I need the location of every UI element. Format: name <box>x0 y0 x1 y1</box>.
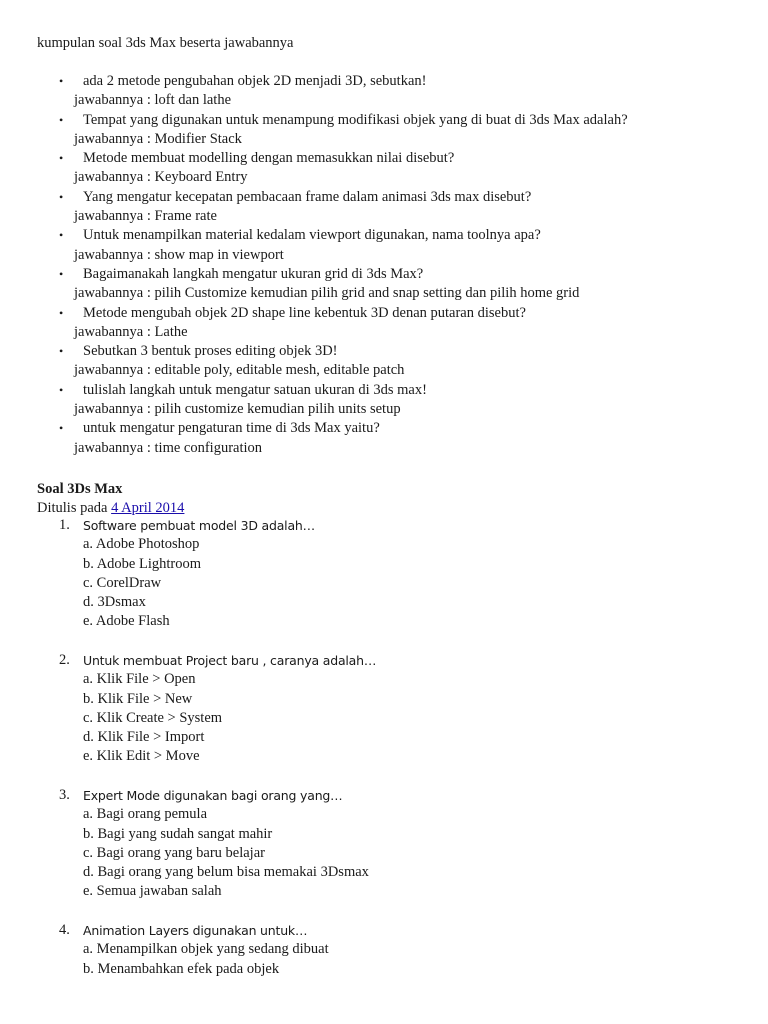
qa-question: • Metode membuat modelling dengan memasukkan nilai disebut? <box>37 149 737 168</box>
mc-question: 4. Animation Layers digunakan untuk… <box>59 922 308 938</box>
mc-option: d. 3Dsmax <box>83 594 146 611</box>
bullet-icon: • <box>59 266 64 281</box>
bullet-icon: • <box>59 382 64 397</box>
bullet-icon: • <box>59 112 64 127</box>
bullet-icon: • <box>59 305 64 320</box>
qa-answer: jawabannya : pilih customize kemudian pilih units setup <box>74 401 401 418</box>
qa-answer: jawabannya : Frame rate <box>74 208 217 225</box>
qa-question: • Yang mengatur kecepatan pembacaan frame dalam animasi 3ds max disebut? <box>37 188 737 207</box>
mc-option: c. CorelDraw <box>83 574 162 591</box>
qa-answer: jawabannya : pilih Customize kemudian pilih grid and snap setting dan pilih home grid <box>74 285 580 302</box>
qa-answer: jawabannya : show map in viewport <box>74 246 284 263</box>
qa-question: • Untuk menampilkan material kedalam viewport digunakan, nama toolnya apa? <box>37 226 737 245</box>
mc-question-block <box>37 921 737 979</box>
qa-question: • Tempat yang digunakan untuk menampung modifikasi objek yang di buat di 3ds Max adalah? <box>37 111 737 130</box>
mc-question: 2. Untuk membuat Project baru , caranya adalah… <box>59 652 377 668</box>
qa-answer: jawabannya : loft dan lathe <box>74 92 232 109</box>
mc-option: b. Bagi yang sudah sangat mahir <box>83 825 273 842</box>
qa-question: • Metode mengubah objek 2D shape line kebentuk 3D denan putaran disebut? <box>37 304 737 323</box>
qa-list <box>37 72 737 458</box>
intro-line: kumpulan soal 3ds Max beserta jawabannya <box>37 35 294 51</box>
mc-option: e. Semua jawaban salah <box>83 883 222 900</box>
mc-option: d. Klik File > Import <box>83 729 205 746</box>
mc-option: b. Menambahkan efek pada objek <box>83 960 280 977</box>
post-date: Ditulis pada 4 April 2014 <box>37 500 185 516</box>
mc-option: a. Adobe Photoshop <box>83 536 200 553</box>
qa-question: • tulislah langkah untuk mengatur satuan ukuran di 3ds max! <box>37 381 737 400</box>
bullet-icon: • <box>59 189 64 204</box>
mc-question: 3. Expert Mode digunakan bagi orang yang… <box>59 787 343 803</box>
date-link[interactable]: 4 April 2014 <box>111 500 185 516</box>
mc-option: d. Bagi orang yang belum bisa memakai 3Dsmax <box>83 864 369 881</box>
mc-question-block <box>37 516 737 632</box>
mc-option: a. Klik File > Open <box>83 671 196 688</box>
qa-answer: jawabannya : Modifier Stack <box>74 130 242 147</box>
mc-option: e. Adobe Flash <box>83 613 170 630</box>
bullet-icon: • <box>59 151 64 166</box>
qa-question: • Sebutkan 3 bentuk proses editing objek 3D! <box>37 342 737 361</box>
mc-question: 1. Software pembuat model 3D adalah… <box>59 517 315 533</box>
bullet-icon: • <box>59 421 64 436</box>
mc-option: c. Bagi orang yang baru belajar <box>83 844 265 861</box>
mc-option: a. Bagi orang pemula <box>83 806 208 823</box>
section-header <box>37 480 737 518</box>
mc-option: b. Adobe Lightroom <box>83 555 202 572</box>
mc-question-block <box>37 786 737 902</box>
bullet-icon: • <box>59 228 64 243</box>
qa-answer: jawabannya : Keyboard Entry <box>74 169 248 186</box>
bullet-icon: • <box>59 74 64 88</box>
mc-question-block <box>37 651 737 767</box>
qa-answer: jawabannya : Lathe <box>74 323 188 340</box>
qa-answer: jawabannya : time configuration <box>74 439 263 456</box>
mc-option: c. Klik Create > System <box>83 709 223 726</box>
qa-question: • ada 2 metode pengubahan objek 2D menjadi 3D, sebutkan! <box>37 72 737 91</box>
qa-question: • Bagaimanakah langkah mengatur ukuran grid di 3ds Max? <box>37 265 737 284</box>
mc-option: b. Klik File > New <box>83 690 193 707</box>
bullet-icon: • <box>59 344 64 359</box>
mc-option: e. Klik Edit > Move <box>83 748 200 765</box>
qa-question: • untuk mengatur pengaturan time di 3ds Max yaitu? <box>37 419 737 438</box>
qa-answer: jawabannya : editable poly, editable mesh, editable patch <box>74 362 405 379</box>
section-title: Soal 3Ds Max <box>37 481 123 497</box>
mc-option: a. Menampilkan objek yang sedang dibuat <box>83 941 329 958</box>
